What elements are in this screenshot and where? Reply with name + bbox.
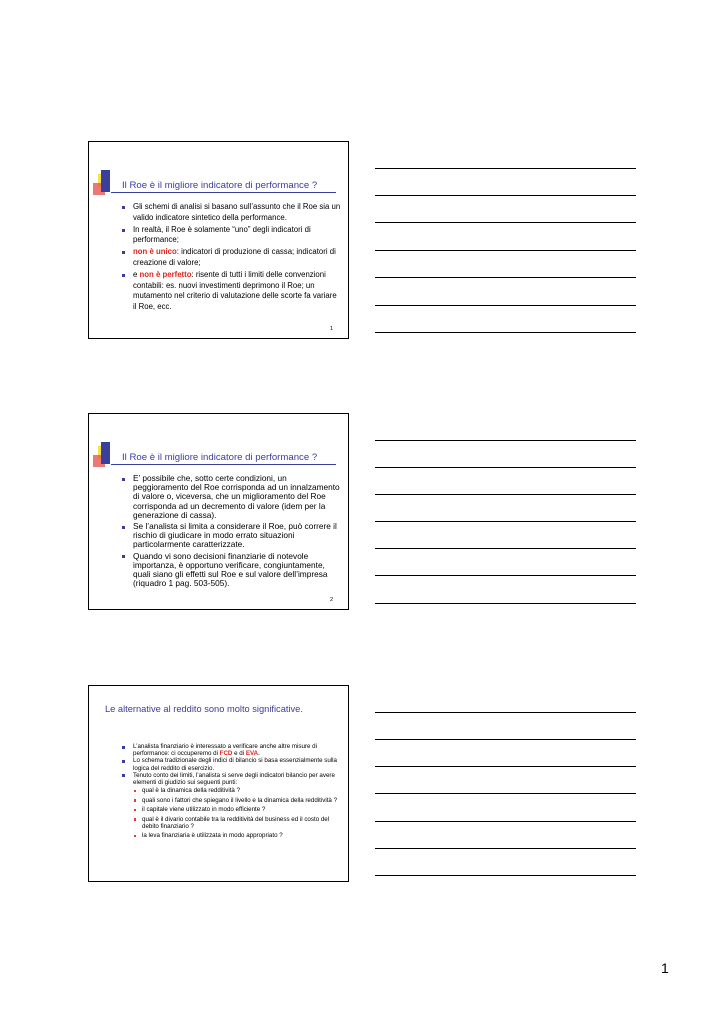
page-number: 1 bbox=[661, 960, 669, 976]
bullet-item: E’ possibile che, sotto certe condizioni, un peggioramento del Roe corrisponda ad un innalzamento di valore o, viceversa, che un miglioramento del Roe corrisponda ad un decremento di valore (idem per la generazione di cassa). bbox=[121, 474, 343, 520]
note-line bbox=[375, 821, 636, 822]
bullet-item bbox=[121, 270, 341, 312]
note-line bbox=[375, 440, 636, 441]
note-line bbox=[375, 603, 636, 604]
bullet-item: Quando vi sono decisioni finanziarie di notevole importanza, è opportuno verificare, congiuntamente, quali siano gli effetti sul Roe e sul valore dell’impresa (riquadro 1 pag. 503-505). bbox=[121, 552, 343, 589]
sub-item: qual è la dinamica della redditività ? bbox=[133, 787, 345, 794]
bullet-text: : risente di tutti i limiti delle convenzioni contabili: es. nuovi investimenti deprimono il Roe; un mutamento nel criterio di valutazione delle scorte fa variare il Roe, ecc. bbox=[133, 270, 337, 311]
note-line bbox=[375, 467, 636, 468]
bullet-text: Tenuto conto dei limiti, l’analista si serve degli indicatori bilancio per avere elementi di giudizio sui seguenti punti: bbox=[133, 771, 335, 787]
note-line bbox=[375, 195, 636, 196]
sub-item: quali sono i fattori che spiegano il livello e la dinamica della redditività ? bbox=[133, 797, 345, 804]
sub-item: la leva finanziaria è utilizzata in modo appropriato ? bbox=[133, 832, 345, 839]
bullet-list bbox=[121, 202, 341, 314]
slide-3 bbox=[88, 685, 349, 882]
note-line bbox=[375, 521, 636, 522]
highlight-fcd: FCD bbox=[219, 750, 233, 758]
note-line bbox=[375, 712, 636, 713]
decoration-title-line bbox=[111, 192, 336, 193]
bullet-text: . bbox=[258, 750, 260, 758]
sub-item: qual è il divario contabile tra la redditività del business ed il costo del debito finanziario ? bbox=[133, 816, 345, 830]
sub-item: il capitale viene utilizzato in modo efficiente ? bbox=[133, 806, 345, 813]
bullet-item bbox=[121, 772, 345, 840]
bullet-text: : indicatori di produzione di cassa; indicatori di creazione di valore; bbox=[133, 247, 336, 267]
note-line bbox=[375, 250, 636, 251]
bullet-item: Lo schema tradizionale degli indici di bilancio si basa essenzialmente sulla logica del reddito di esercizio. bbox=[121, 757, 345, 771]
bullet-item: In realtà, il Roe è solamente “uno” degli indicatori di performance; bbox=[121, 225, 341, 246]
note-line bbox=[375, 739, 636, 740]
note-line bbox=[375, 793, 636, 794]
slide-2 bbox=[88, 413, 349, 610]
slide-title: Il Roe è il migliore indicatore di performance ? bbox=[122, 180, 318, 191]
note-line bbox=[375, 766, 636, 767]
bullet-item bbox=[121, 743, 345, 757]
slide-title: Il Roe è il migliore indicatore di performance ? bbox=[122, 452, 318, 463]
note-line bbox=[375, 848, 636, 849]
decoration-blue-bar bbox=[101, 170, 110, 192]
bullet-list bbox=[121, 474, 343, 590]
note-line bbox=[375, 875, 636, 876]
bullet-item bbox=[121, 247, 341, 268]
note-line bbox=[375, 332, 636, 333]
bullet-item: Se l’analista si limita a considerare il Roe, può correre il rischio di giudicare in modo errato situazioni particolarmente caratterizzate. bbox=[121, 522, 343, 550]
note-line bbox=[375, 277, 636, 278]
note-line bbox=[375, 305, 636, 306]
bullet-text: e di bbox=[232, 750, 246, 758]
bullet-item: Gli schemi di analisi si basano sull’assunto che il Roe sia un valido indicatore sintetico della performance. bbox=[121, 202, 341, 223]
decoration-blue-bar bbox=[101, 442, 110, 464]
highlight-text: non è unico bbox=[133, 247, 177, 257]
slide-number: 2 bbox=[329, 597, 333, 603]
highlight-eva: EVA bbox=[245, 750, 259, 758]
slide-1 bbox=[88, 141, 349, 339]
note-line bbox=[375, 168, 636, 169]
note-line bbox=[375, 222, 636, 223]
slide-number: 1 bbox=[329, 326, 333, 332]
bullet-text: e bbox=[133, 270, 140, 280]
decoration-title-line bbox=[111, 464, 336, 465]
note-line bbox=[375, 575, 636, 576]
highlight-text: non è perfetto bbox=[139, 270, 192, 280]
note-line bbox=[375, 548, 636, 549]
bullet-text: L’analista finanziario è interessato a verificare anche altre misure di performance: ci occuperemo di bbox=[133, 743, 318, 758]
bullet-list bbox=[121, 743, 345, 842]
note-line bbox=[375, 494, 636, 495]
sub-list bbox=[133, 787, 345, 839]
slide-title: Le alternative al reddito sono molto significative. bbox=[105, 704, 303, 714]
